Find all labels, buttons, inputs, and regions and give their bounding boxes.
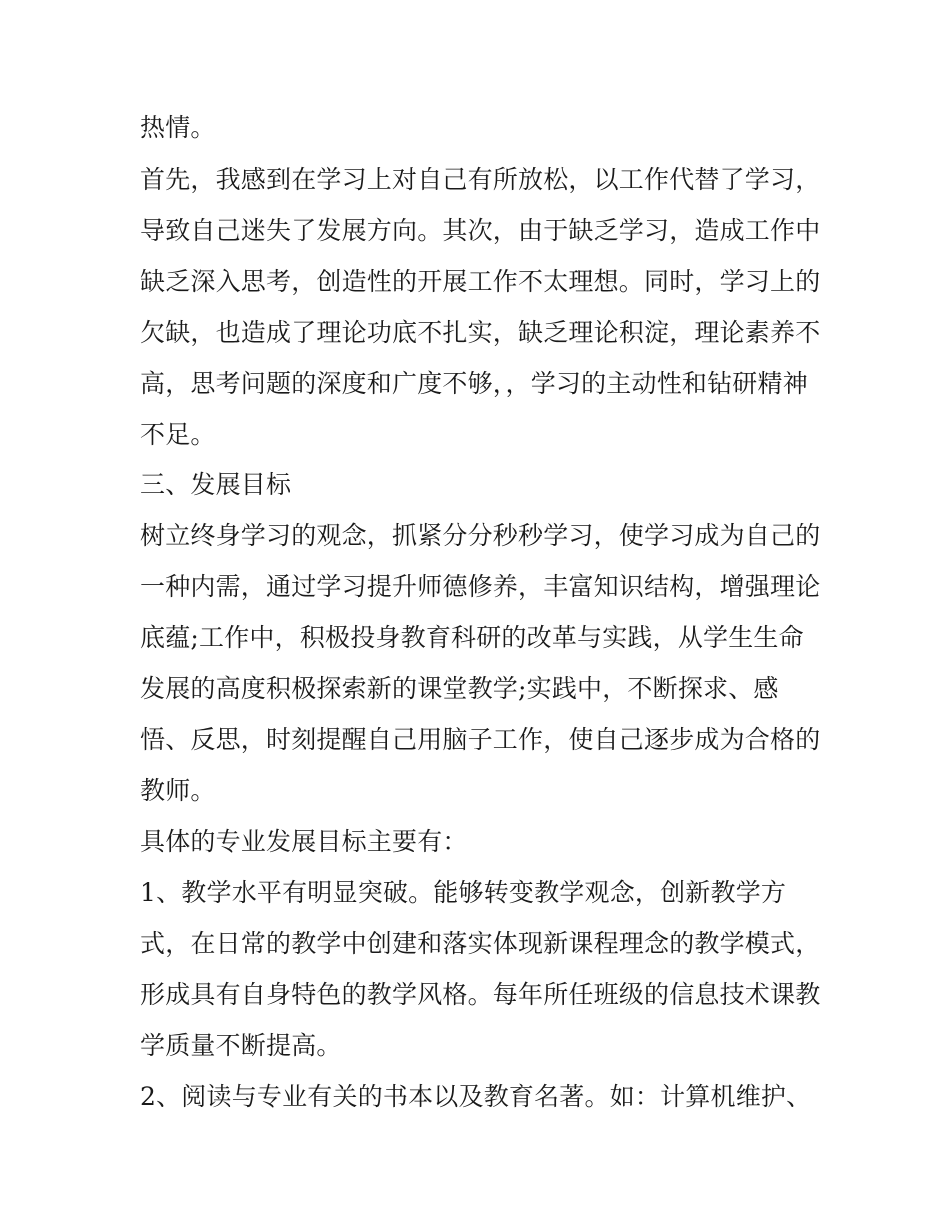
section-heading: 三、发展目标: [140, 470, 292, 499]
text-line: 具体的专业发展目标主要有：: [140, 827, 468, 856]
text-line: 高，思考问题的深度和广度不够，，学习的主动性和钻研精神: [140, 369, 808, 398]
text-line: 底蕴;工作中，积极投身教育科研的改革与实践，从学生生命: [140, 623, 804, 652]
text-line: 缺乏深入思考，创造性的开展工作不太理想。同时，学习上的: [140, 267, 821, 296]
text-line: 欠缺，也造成了理论功底不扎实，缺乏理论积淀，理论素养不: [140, 318, 821, 347]
text-line: 学质量不断提高。: [140, 1031, 342, 1060]
text-line: 首先，我感到在学习上对自己有所放松，以工作代替了学习，: [140, 165, 821, 194]
text-line: 悟、反思，时刻提醒自己用脑子工作，使自己逐步成为合格的: [140, 725, 821, 754]
text-line: 导致自己迷失了发展方向。其次，由于缺乏学习，造成工作中: [140, 216, 821, 245]
list-item-line: 1、教学水平有明显突破。能够转变教学观念，创新教学方: [140, 878, 787, 907]
list-item-line: 2、阅读与专业有关的书本以及教育名著。如：计算机维护、: [140, 1082, 812, 1111]
text-line: 教师。: [140, 776, 216, 805]
text-line: 发展的高度积极探索新的课堂教学;实践中，不断探求、感: [140, 674, 779, 703]
text-line: 一种内需，通过学习提升师德修养，丰富知识结构，增强理论: [140, 572, 821, 601]
text-line: 热情。: [140, 113, 216, 142]
text-line: 不足。: [140, 420, 216, 449]
text-line: 树立终身学习的观念，抓紧分分秒秒学习，使学习成为自己的: [140, 521, 821, 550]
text-line: 式，在日常的教学中创建和落实体现新课程理念的教学模式，: [140, 929, 821, 958]
text-line: 形成具有自身特色的教学风格。每年所任班级的信息技术课教: [140, 980, 821, 1009]
